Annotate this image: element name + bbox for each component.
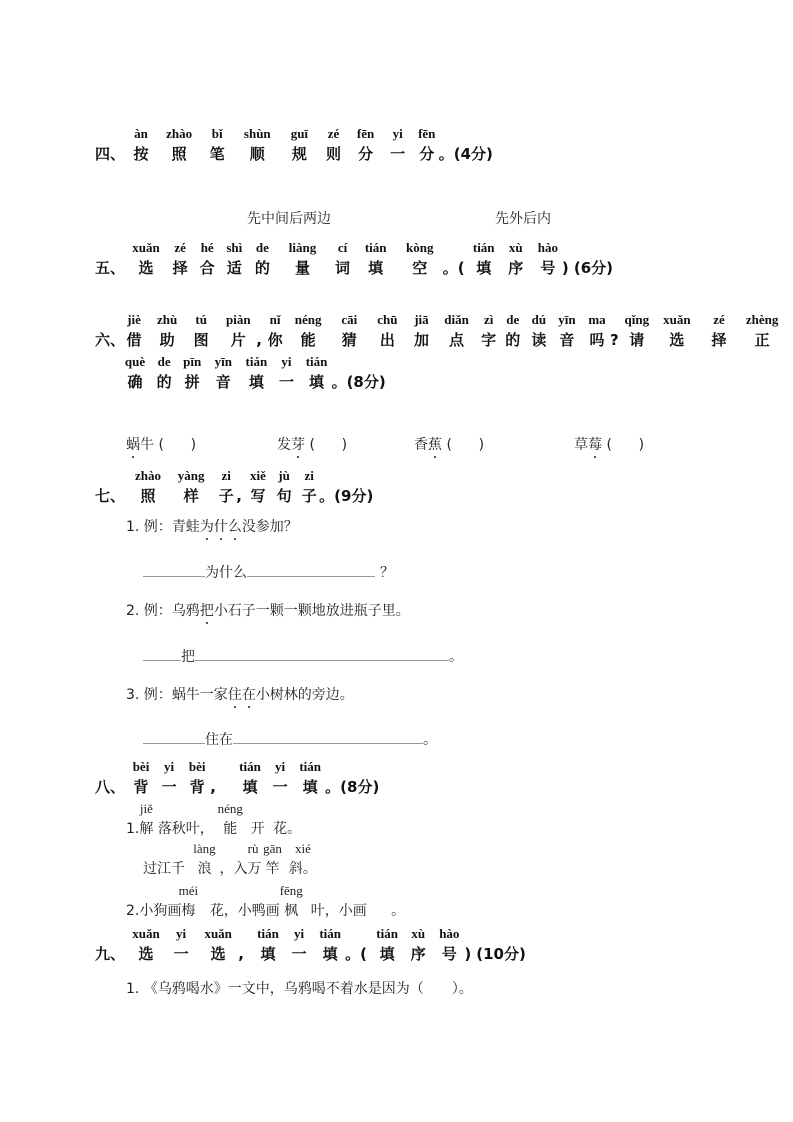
hanzi: 拼 <box>184 373 200 391</box>
hanzi: 则 <box>325 145 341 163</box>
hanzi: 一 <box>161 778 177 796</box>
section-5-heading <box>95 257 125 278</box>
pinyin: de <box>506 312 520 327</box>
pinyin: pīn <box>183 354 202 369</box>
pinyin: gān <box>263 841 282 856</box>
score: 。(8分) <box>325 778 380 796</box>
pinyin: yi <box>176 926 187 941</box>
pinyin: xù <box>508 240 523 255</box>
pinyin: tú <box>195 312 207 327</box>
punctuation: 。 <box>391 903 406 919</box>
pinyin: dú <box>531 312 547 327</box>
hanzi: 填 <box>309 373 325 391</box>
hanzi: 背 <box>133 778 149 796</box>
hanzi: 填 <box>302 778 318 796</box>
hanzi: 正 <box>754 331 770 349</box>
pinyin: hào <box>439 926 460 941</box>
section-7-q2-example <box>126 600 410 620</box>
section-8-q1-line1 <box>126 801 302 838</box>
section-8-q1-line2 <box>143 841 318 878</box>
section-8-ruby <box>128 759 380 797</box>
hanzi: 你 <box>267 331 283 349</box>
pinyin: yi <box>392 126 403 141</box>
hanzi: 一 <box>278 373 294 391</box>
pinyin: yi <box>164 759 175 774</box>
hanzi: 能 <box>300 331 316 349</box>
section-7-q1-answer <box>143 562 394 582</box>
hanzi: 号 <box>441 945 457 963</box>
pinyin: zi <box>304 468 314 483</box>
hanzi: 填 <box>242 778 258 796</box>
pinyin: bèi <box>188 759 206 774</box>
score: 。(8分) <box>331 373 386 391</box>
hanzi: 分 <box>419 145 435 163</box>
section-6-item-3 <box>414 434 484 454</box>
hanzi: 音 <box>559 331 575 349</box>
hanzi: 确 <box>127 373 143 391</box>
pinyin: tián <box>319 926 342 941</box>
pinyin: de <box>157 354 171 369</box>
section-number: 九、 <box>95 945 126 963</box>
section-number: 四、 <box>95 145 126 163</box>
score: 。(9分) <box>319 487 374 505</box>
hanzi: 选 <box>669 331 685 349</box>
pinyin: shì <box>226 240 243 255</box>
hanzi: 照 <box>171 145 187 163</box>
dotted-char: 芽 <box>291 437 305 453</box>
pinyin: tián <box>376 926 398 941</box>
hanzi: 浪 <box>197 861 212 877</box>
answer-paren[interactable]: ( ) <box>309 437 348 453</box>
hanzi: 填 <box>379 945 395 963</box>
poem-text: 小狗画 <box>139 903 182 919</box>
stroke-rule-option-1: 先中间后两边 <box>247 211 331 227</box>
pinyin: zé <box>713 312 725 327</box>
pinyin: yīn <box>214 354 232 369</box>
hanzi: 一 <box>291 945 307 963</box>
answer-paren[interactable]: ( ) <box>158 437 197 453</box>
pinyin: jiè <box>127 312 141 327</box>
pinyin: qǐng <box>624 312 650 327</box>
hanzi: 规 <box>291 145 307 163</box>
pinyin: nǐ <box>269 312 281 327</box>
hanzi: 加 <box>413 331 429 349</box>
pinyin: fēn <box>418 126 436 141</box>
pinyin: zhào <box>166 126 193 141</box>
section-6-item-1 <box>126 434 196 454</box>
hanzi: 猜 <box>341 331 357 349</box>
pinyin: zì <box>483 312 494 327</box>
hanzi: 解 <box>139 821 154 837</box>
poem-text: 落秋叶， <box>157 821 214 837</box>
hanzi: 择 <box>711 331 727 349</box>
pinyin: àn <box>134 126 148 141</box>
word-char: 草 <box>574 437 588 453</box>
question-label: 3. 例： <box>126 687 172 703</box>
section-8-q2 <box>126 883 406 920</box>
punctuation: 。( <box>345 945 368 963</box>
section-4-ruby <box>126 126 493 164</box>
hanzi: 斜。 <box>288 861 317 877</box>
example-text: 青蛙 <box>171 519 200 535</box>
pinyin: zé <box>174 240 186 255</box>
hanzi: 填 <box>248 373 264 391</box>
hanzi: 竿 <box>265 861 280 877</box>
hanzi: 的 <box>505 331 521 349</box>
answer-blank[interactable] <box>247 562 375 577</box>
pinyin: rù <box>247 841 259 856</box>
hanzi: 序 <box>410 945 426 963</box>
dotted-char: 什 <box>213 519 228 535</box>
question-label: 2. 例： <box>126 603 172 619</box>
pinyin: bèi <box>132 759 150 774</box>
section-7-heading <box>95 485 125 506</box>
hanzi: 选 <box>138 945 154 963</box>
hanzi: 按 <box>133 145 149 163</box>
pinyin: ma <box>588 312 606 327</box>
pinyin: guī <box>290 126 309 141</box>
section-4-heading <box>95 143 125 164</box>
pinyin: zé <box>327 126 340 141</box>
answer-paren[interactable]: ( ) <box>606 437 645 453</box>
word-char: 发 <box>277 437 291 453</box>
hanzi: 量 <box>294 259 310 277</box>
pinyin: tián <box>257 926 279 941</box>
punctuation: ？ <box>380 565 394 581</box>
hanzi: 图 <box>193 331 209 349</box>
pinyin: méi <box>178 883 199 898</box>
section-7-q3-example <box>126 684 354 704</box>
pinyin: yàng <box>177 468 205 483</box>
dotted-char: 住 <box>227 687 242 703</box>
dotted-char: 把 <box>199 603 214 619</box>
pinyin: hé <box>200 240 214 255</box>
pinyin: yi <box>281 354 292 369</box>
pinyin: hào <box>537 240 559 255</box>
answer-blank[interactable] <box>143 562 205 577</box>
hanzi: 助 <box>159 331 175 349</box>
pinyin: tián <box>305 354 328 369</box>
pinyin: xuǎn <box>132 240 160 255</box>
section-8-heading <box>95 776 125 797</box>
pinyin: chū <box>377 312 398 327</box>
dotted-char: 蕉 <box>428 437 442 453</box>
pinyin: de <box>255 240 269 255</box>
pinyin: zhèng <box>745 312 779 327</box>
hanzi: 照 <box>140 487 156 505</box>
pinyin: xuǎn <box>663 312 691 327</box>
poem-text: ，入万 <box>219 861 262 877</box>
section-6-item-2 <box>277 434 347 454</box>
hanzi: 空 <box>412 259 428 277</box>
question-label: 2. <box>126 903 140 919</box>
example-text: 小树林的旁边。 <box>255 687 354 703</box>
punctuation: ) <box>561 259 569 277</box>
answer-blank[interactable] <box>195 646 449 661</box>
dotted-char: 莓 <box>588 437 602 453</box>
pinyin: jù <box>278 468 290 483</box>
hanzi: 序 <box>508 259 524 277</box>
question-text: 《乌鸦喝水》一文中，乌鸦喝不着水是因为（ <box>143 981 424 997</box>
punctuation: , <box>210 778 216 796</box>
punctuation: , <box>238 945 244 963</box>
hanzi: 一 <box>173 945 189 963</box>
hanzi: 能 <box>223 821 238 837</box>
hanzi: 样 <box>183 487 199 505</box>
hanzi: 选 <box>138 259 154 277</box>
poem-text: 花，小鸭画 <box>209 903 280 919</box>
answer-blank[interactable] <box>143 729 205 744</box>
score: (10分) <box>476 945 526 963</box>
punctuation: , <box>256 331 262 349</box>
hanzi: 词 <box>335 259 351 277</box>
punctuation: 。( <box>442 259 465 277</box>
pinyin: què <box>124 354 146 369</box>
stroke-rule-option-2: 先外后内 <box>495 211 551 227</box>
pinyin: néng <box>294 312 322 327</box>
hanzi: 读 <box>531 331 547 349</box>
hanzi: 顺 <box>249 145 265 163</box>
hanzi: 一 <box>390 145 406 163</box>
example-text: 蜗牛一家 <box>171 687 228 703</box>
punctuation: ）。 <box>451 981 473 997</box>
pinyin: tián <box>364 240 387 255</box>
dotted-char: 在 <box>241 687 256 703</box>
hanzi: 点 <box>449 331 465 349</box>
hanzi: 字 <box>481 331 497 349</box>
section-9-ruby <box>128 926 526 964</box>
given-word: 把 <box>181 649 195 665</box>
hanzi: 的 <box>156 373 172 391</box>
given-word: 为什么 <box>205 565 247 581</box>
section-number: 五、 <box>95 259 126 277</box>
answer-blank[interactable] <box>233 729 423 744</box>
hanzi: 吗 <box>589 331 605 349</box>
hanzi: 请 <box>629 331 645 349</box>
pinyin: bǐ <box>211 126 223 141</box>
pinyin: tián <box>245 354 268 369</box>
hanzi: 出 <box>379 331 395 349</box>
punctuation: ? <box>610 331 619 349</box>
dotted-char: 蜗 <box>126 437 140 453</box>
pinyin: yi <box>294 926 305 941</box>
question-label: 1. 例： <box>126 519 172 535</box>
punctuation: ) <box>464 945 472 963</box>
section-7-ruby <box>130 468 374 506</box>
example-text: 小石子一颗一颗地放进瓶子里。 <box>213 603 410 619</box>
pinyin: xù <box>411 926 426 941</box>
dotted-char: 么 <box>227 519 242 535</box>
section-number: 六、 <box>95 331 126 349</box>
pinyin: cāi <box>341 312 358 327</box>
poem-text: 叶，小画 <box>310 903 367 919</box>
hanzi: 片 <box>230 331 246 349</box>
hanzi: 梅 <box>181 903 196 919</box>
punctuation: 。 <box>449 649 463 665</box>
hanzi: 适 <box>226 259 242 277</box>
section-9-q1 <box>126 978 473 998</box>
section-number: 八、 <box>95 778 126 796</box>
pinyin: fēn <box>356 126 375 141</box>
hanzi: 子 <box>301 487 317 505</box>
section-7-q3-answer <box>143 729 437 749</box>
section-number: 七、 <box>95 487 126 505</box>
hanzi: 填 <box>260 945 276 963</box>
pinyin: zi <box>221 468 231 483</box>
pinyin: yīn <box>558 312 576 327</box>
hanzi: 音 <box>215 373 231 391</box>
hanzi: 合 <box>199 259 215 277</box>
poem-text: 开 <box>250 821 265 837</box>
hanzi: 一 <box>272 778 288 796</box>
dotted-char: 为 <box>199 519 214 535</box>
punctuation: 。 <box>423 732 437 748</box>
pinyin: kòng <box>406 240 434 255</box>
section-9-heading <box>95 943 125 964</box>
hanzi: 选 <box>210 945 226 963</box>
pinyin: yi <box>275 759 286 774</box>
word-char: 香 <box>414 437 428 453</box>
pinyin: xuǎn <box>132 926 160 941</box>
hanzi: 句 <box>276 487 292 505</box>
pinyin: zhào <box>135 468 161 483</box>
hanzi: 枫 <box>284 903 299 919</box>
section-6-ruby-line2 <box>121 354 386 392</box>
hanzi: 分 <box>358 145 374 163</box>
example-text: 没参加？ <box>241 519 298 535</box>
pinyin: làng <box>193 841 216 856</box>
answer-blank[interactable] <box>143 646 181 661</box>
hanzi: 写 <box>250 487 266 505</box>
hanzi: 背 <box>189 778 205 796</box>
pinyin: piàn <box>225 312 251 327</box>
hanzi: 笔 <box>209 145 225 163</box>
pinyin: jiě <box>139 801 153 816</box>
hanzi: 填 <box>322 945 338 963</box>
pinyin: néng <box>217 801 243 816</box>
score: (6分) <box>573 259 613 277</box>
punctuation: , <box>236 487 242 505</box>
pinyin: xié <box>294 841 311 856</box>
pinyin: zhù <box>156 312 178 327</box>
pinyin: tián <box>239 759 261 774</box>
given-word: 住在 <box>205 732 233 748</box>
hanzi: 号 <box>540 259 556 277</box>
section-5-ruby <box>128 240 613 278</box>
pinyin: liàng <box>288 240 317 255</box>
example-text: 乌鸦 <box>171 603 200 619</box>
section-6-item-4 <box>574 434 644 454</box>
word-char: 牛 <box>140 437 154 453</box>
section-6-ruby-line1 <box>121 312 785 350</box>
answer-paren[interactable]: ( ) <box>446 437 485 453</box>
poem-text: 花。 <box>273 821 302 837</box>
pinyin: xiě <box>250 468 266 483</box>
section-7-q2-answer <box>143 646 463 666</box>
pinyin: tián <box>472 240 495 255</box>
section-7-q1-example <box>126 516 298 536</box>
pinyin: cí <box>337 240 348 255</box>
hanzi: 择 <box>172 259 188 277</box>
pinyin: xuǎn <box>204 926 232 941</box>
hanzi: 借 <box>126 331 142 349</box>
hanzi: 填 <box>476 259 492 277</box>
poem-text: 过江千 <box>143 861 185 877</box>
hanzi: 填 <box>368 259 384 277</box>
pinyin: diǎn <box>444 312 469 327</box>
hanzi: 的 <box>254 259 270 277</box>
question-label: 1. <box>126 821 140 837</box>
pinyin: jiā <box>414 312 429 327</box>
pinyin: shùn <box>243 126 271 141</box>
question-label: 1. <box>126 981 140 997</box>
hanzi: 子 <box>218 487 234 505</box>
pinyin: tián <box>299 759 322 774</box>
pinyin: fēng <box>279 883 303 898</box>
score: 。(4分) <box>438 145 493 163</box>
